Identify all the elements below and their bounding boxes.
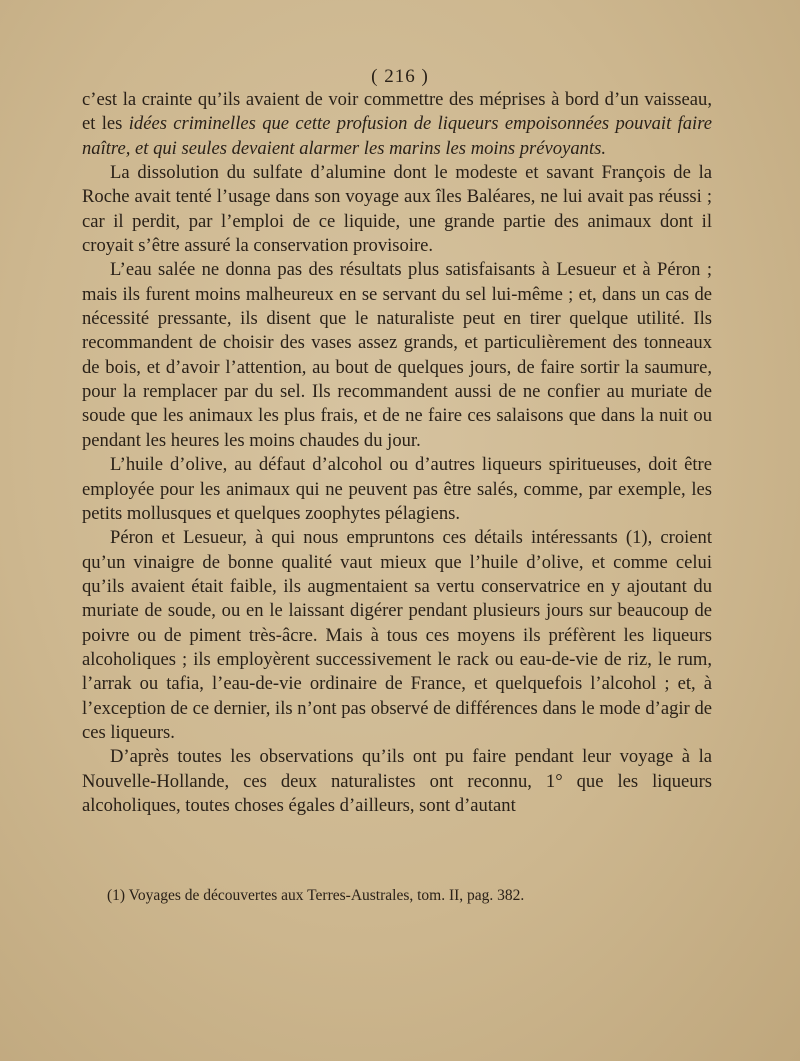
paragraph-2-text: La dissolution du sulfate d’alumine dont le modeste et savant François de la Roche avait tenté l’usage dans son voyage aux îles Baléares, ne lui avait pas réussi ; car il perdit, par l’emploi de ce liquide, une grande partie des animaux dont il croyait s’être assuré la conservation provisoire. [82,162,712,257]
paragraph-3 [82,258,712,453]
paragraph-3-text: L’eau salée ne donna pas des résultats plus satisfaisants à Lesueur et à Péron ; mais ils furent moins malheureux en se servant du sel lui-même ; et, dans un cas de nécessité pressante, ils disent que le naturaliste peut en tirer quelque utilité. Ils recommandent de choisir des vases assez grands, et particulièrement des tonneaux de bois, et d’avoir l’attention, au bout de quelques jours, de faire sortir la saumure, pour la remplacer par du sel. Ils recommandent aussi de ne confier au muriate de soude que les animaux les plus frais, et de ne faire ces salaisons que dans la nuit ou pendant les heures les moins chaudes du jour. [82,259,712,451]
page-number: ( 216 ) [371,66,429,87]
paragraph-6 [82,745,712,818]
body-text [82,88,712,818]
paragraph-4 [82,453,712,526]
paragraph-5-text: Péron et Lesueur, à qui nous empruntons ces détails intéressants (1), croient qu’un vinaigre de bonne qualité vaut mieux que l’huile d’olive, et comme celui qu’ils avaient était faible, ils augmentaient sa vertu conservatrice en y ajoutant du muriate de soude, ou en le laissant digérer pendant plusieurs jours sur beaucoup de poivre ou de piment très-âcre. Mais à tous ces moyens ils préfèrent les liqueurs alcoholiques ; ils employèrent successivement le rack ou eau-de-vie de riz, le rum, l’arrak ou tafia, l’eau-de-vie ordinaire de France, et quelquefois l’alcohol ; et, à l’exception de ce dernier, ils n’ont pas observé de différences dans le mode d’agir de ces liqueurs. [82,527,712,743]
paragraph-5 [82,526,712,745]
paragraph-1-text: c’est la crainte qu’ils avaient de voir commettre des méprises à bord d’un vaisseau, et les [82,89,712,135]
paragraph-6-text: D’après toutes les observations qu’ils ont pu faire pendant leur voyage à la Nouvelle-Hollande, ces deux naturalistes ont reconnu, 1° que les liqueurs alcoholiques, toutes choses égales d’ailleurs, sont d’autant [82,746,712,816]
paragraph-1-italic-text: idées criminelles que cette profusion de liqueurs empoisonnées pouvait faire naître, et qui seules devaient alarmer les marins les moins prévoyants. [82,113,713,159]
footnote: (1) Voyages de découvertes aux Terres-Australes, tom. II, pag. 382. [107,887,525,904]
paragraph-1 [82,88,712,161]
paragraph-4-text: L’huile d’olive, au défaut d’alcohol ou d’autres liqueurs spiritueuses, doit être employée pour les animaux qui ne peuvent pas être salés, comme, par exemple, les petits mollusques et quelques zoophytes pélagiens. [82,454,712,524]
paragraph-2 [82,161,712,258]
